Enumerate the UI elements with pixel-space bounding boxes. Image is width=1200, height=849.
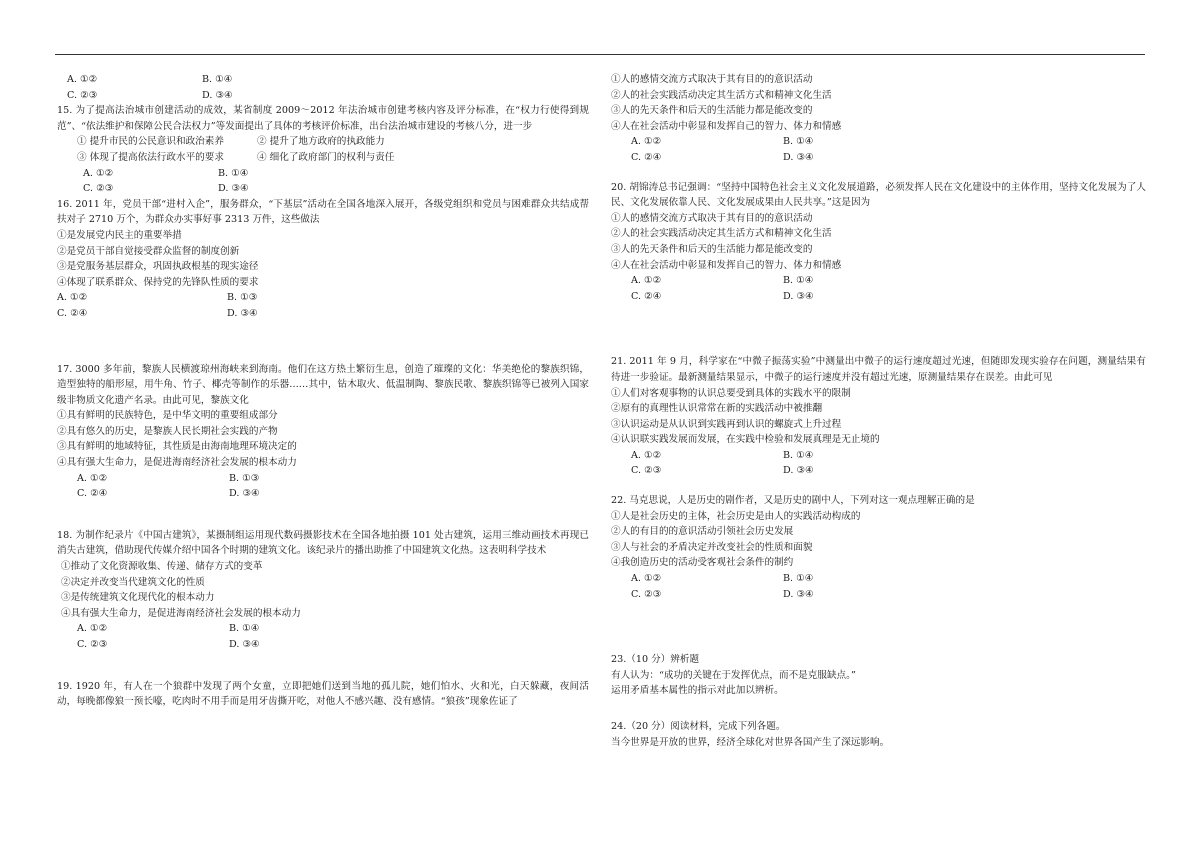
option-d[interactable]: D. ③④: [218, 183, 249, 195]
q21-stem: 21. 2011 年 9 月，科学家在“中微子振荡实验”中测量出中微子的运行速度超过光速，但随即发现实验存在问题，测量结果有待进一步验证。最新测量结果显示，中微子的运行速度并没有超过光速，原测量结果存在误差。由此可见: [611, 356, 1146, 383]
option-c[interactable]: C. ②③: [631, 588, 662, 600]
q15-item-4: ④ 细化了政府部门的权利与责任: [257, 151, 395, 163]
option-d[interactable]: D. ③④: [229, 488, 260, 500]
header-rule: [55, 54, 1145, 55]
q19-item-4: ④人在社会活动中彰显和发挥自己的智力、体力和情感: [611, 120, 842, 132]
question-18: [57, 528, 589, 653]
q23-line-1: 有人认为：“成功的关键在于发挥优点，而不是克服缺点。”: [611, 669, 856, 681]
option-b[interactable]: B. ①④: [783, 449, 814, 461]
question-17: [57, 362, 589, 502]
q16-item-3: ③是党服务基层群众，巩固执政根基的现实途径: [57, 261, 259, 273]
option-a[interactable]: A. ①②: [77, 623, 108, 635]
option-c[interactable]: C. ②③: [67, 89, 98, 101]
q18-item-3: ③是传统建筑文化现代化的根本动力: [61, 592, 215, 604]
q18-stem: 18. 为制作纪录片《中国古建筑》，某摄制组运用现代数码摄影技术在全国各地拍摄 101 处古建筑，运用三维动画技术再现已消失古建筑，借助现代传媒介绍中国各个时期的建筑文化。该纪录片的播出助推了中国建筑文化热。这表明科学技术: [57, 529, 589, 557]
question-24: [611, 719, 1146, 750]
q15-stem: 15. 为了提高法治城市创建活动的成效，某省制度 2009～2012 年法治城市创建考核内容及评分标准，在“权力行使得到规范”、“依法维护和保障公民合法权力”等发面提出了具体的考核评价标准，出台法治城市建设的考核八分，进一步: [57, 105, 589, 132]
q22-stem: 22. 马克思说，人是历史的剧作者，又是历史的剧中人，下列对这一观点理解正确的是: [611, 495, 975, 507]
q21-item-2: ②原有的真理性认识常常在新的实践活动中被推翻: [611, 403, 823, 415]
option-b[interactable]: B. ①④: [202, 74, 233, 85]
option-a[interactable]: A. ①②: [77, 472, 108, 484]
q22-item-4: ④我创造历史的活动受客观社会条件的制约: [611, 557, 794, 569]
option-d[interactable]: D. ③④: [783, 151, 814, 163]
option-c[interactable]: C. ②③: [631, 465, 662, 477]
q19-item-2: ②人的社会实践活动决定其生活方式和精神文化生活: [611, 89, 832, 101]
option-d[interactable]: D. ③④: [202, 89, 233, 101]
option-b[interactable]: B. ①④: [783, 275, 814, 287]
q18-item-2: ②决定并改变当代建筑文化的性质: [61, 576, 205, 588]
q17-stem: 17. 3000 多年前，黎族人民横渡琼州海峡来到海南。他们在这方热土繁衍生息，创造了璀璨的文化：华美绝伦的黎族织锦，造型独特的船形屋，用牛角、竹子、椰壳等制作的乐器……其中，钻木取火、低温制陶、黎族民歌、黎族织锦等已被列入国家级非物质文化遗产名录。由此可见，黎族文化: [57, 363, 589, 406]
option-c[interactable]: C. ②③: [77, 639, 108, 650]
q20-item-1: ①人的感情交流方式取决于其有目的的意识活动: [611, 212, 813, 224]
q18-item-1: ①推动了文化资源收集、传递、储存方式的变革: [61, 561, 263, 573]
q19-item-1: ①人的感情交流方式取决于其有目的的意识活动: [611, 74, 813, 85]
question-19: [57, 679, 589, 710]
q18-item-4: ④具有强大生命力，是促进海南经济社会发展的根本动力: [61, 607, 301, 619]
q15-item-3: ③ 体现了提高依法行政水平的要求: [77, 151, 224, 163]
option-b[interactable]: B. ①④: [783, 573, 814, 585]
option-c[interactable]: C. ②④: [631, 290, 662, 302]
option-a[interactable]: A. ①②: [57, 292, 88, 304]
option-d[interactable]: D. ③④: [783, 465, 814, 477]
q17-item-2: ②具有悠久的历史，是黎族人民长期社会实践的产物: [57, 425, 278, 437]
question-22: [611, 493, 1146, 602]
q16-item-1: ①是发展党内民主的重要举措: [57, 229, 182, 241]
q22-item-2: ②人的有目的的意识活动引领社会历史发展: [611, 526, 794, 538]
q24-line-1: 当今世界是开放的世界，经济全球化对世界各国产生了深远影响。: [611, 736, 890, 748]
q23-title: 23.（10 分）辨析题: [611, 654, 700, 666]
q20-stem: 20. 胡锦涛总书记强调：“坚持中国特色社会主义文化发展道路，必须发挥人民在文化建设中的主体作用，坚持文化发展为了人民、文化发展依靠人民、文化发展成果由人民共享。”这是因为: [611, 181, 1146, 209]
option-c[interactable]: C. ②④: [77, 488, 108, 500]
q16-item-2: ②是党员干部自觉接受群众监督的制度创新: [57, 245, 240, 257]
option-c[interactable]: C. ②④: [57, 307, 88, 319]
option-a[interactable]: A. ①②: [67, 74, 98, 85]
option-d[interactable]: D. ③④: [227, 307, 258, 319]
option-d[interactable]: D. ③④: [783, 588, 814, 600]
option-a[interactable]: A. ①②: [83, 167, 114, 179]
option-b[interactable]: B. ①④: [783, 136, 814, 148]
option-a[interactable]: A. ①②: [631, 573, 662, 585]
option-b[interactable]: B. ①④: [229, 623, 260, 635]
q16-stem: 16. 2011 年，党员干部“进村入企”，服务群众，“下基层”活动在全国各地深入展开，各级党组织和党员与困难群众共结成帮扶对子 2710 万个，为群众办实事好事 2313 万件，这些做法: [57, 198, 589, 226]
q20-item-3: ③人的先天条件和后天的生活能力都是能改变的: [611, 243, 813, 255]
q17-item-1: ①具有鲜明的民族特色，是中华文明的重要组成部分: [57, 410, 278, 422]
q15-item-1: ① 提升市民的公民意识和政治素养: [77, 136, 224, 148]
question-20: [611, 180, 1146, 305]
q19-item-3: ③人的先天条件和后天的生活能力都是能改变的: [611, 105, 813, 117]
option-c[interactable]: C. ②③: [83, 183, 114, 195]
left-column: [57, 72, 589, 710]
option-b[interactable]: B. ①③: [229, 472, 260, 484]
q16-item-4: ④体现了联系群众、保持党的先锋队性质的要求: [57, 276, 259, 288]
option-d[interactable]: D. ③④: [783, 290, 814, 302]
q15-item-2: ② 提升了地方政府的执政能力: [257, 136, 385, 148]
q20-item-2: ②人的社会实践活动决定其生活方式和精神文化生活: [611, 228, 832, 240]
q22-item-1: ①人是社会历史的主体，社会历史是由人的实践活动构成的: [611, 510, 861, 522]
q22-item-3: ③人与社会的矛盾决定并改变社会的性质和面貌: [611, 541, 813, 553]
question-15: [57, 103, 589, 197]
option-c[interactable]: C. ②④: [631, 151, 662, 163]
q17-item-4: ④具有强大生命力，是促进海南经济社会发展的根本动力: [57, 457, 297, 469]
q17-item-3: ③具有鲜明的地域特征，其性质是由海南地理环境决定的: [57, 441, 297, 453]
option-a[interactable]: A. ①②: [631, 449, 662, 461]
q14-options: [57, 72, 589, 103]
option-a[interactable]: A. ①②: [631, 275, 662, 287]
option-b[interactable]: B. ①④: [218, 167, 249, 179]
right-column: [611, 72, 1146, 750]
q20-item-4: ④人在社会活动中彰显和发挥自己的智力、体力和情感: [611, 259, 842, 271]
question-23: [611, 652, 1146, 699]
question-16: [57, 197, 589, 322]
q19-stem: 19. 1920 年，有人在一个狼群中发现了两个女童，立即把她们送到当地的孤儿院，她们怕水、火和光，白天躲藏，夜间活动，每晚都像狼一预长嚎，吃肉时不用手而是用牙齿撕开吃，对他人不感兴趣、没有感情。“狼孩”现象佐证了: [57, 680, 589, 708]
q21-item-1: ①人们对客观事物的认识总要受到具体的实践水平的限制: [611, 387, 851, 399]
q21-item-4: ④认识联实践发展而发展，在实践中检验和发展真理是无止境的: [611, 434, 880, 446]
q23-line-2: 运用矛盾基本属性的指示对此加以辨析。: [611, 685, 784, 697]
option-a[interactable]: A. ①②: [631, 136, 662, 148]
question-19-continued: [611, 72, 1146, 166]
q21-item-3: ③认识运动是从认识到实践再到认识的螺旋式上升过程: [611, 418, 842, 430]
option-d[interactable]: D. ③④: [229, 639, 260, 650]
option-b[interactable]: B. ①③: [227, 292, 258, 304]
q24-title: 24.（20 分）阅读材料，完成下列各题。: [611, 721, 786, 732]
question-21: [611, 354, 1146, 479]
